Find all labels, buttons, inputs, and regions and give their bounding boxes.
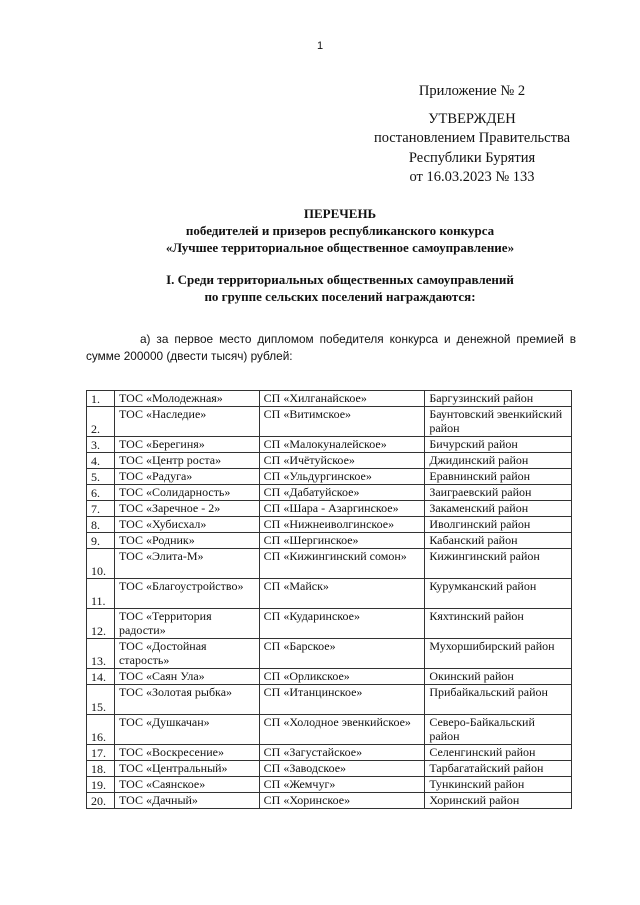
district-name: Закаменский район [425, 501, 572, 517]
row-number: 10. [87, 549, 115, 579]
settlement-name: СП «Дабатуйское» [259, 485, 425, 501]
table-row [87, 501, 572, 517]
title-line-1: победителей и призеров республиканского конкурса [185, 223, 495, 238]
table-row [87, 793, 572, 809]
row-number: 2. [87, 407, 115, 437]
district-name: Тункинский район [425, 777, 572, 793]
appendix-label: Приложение № 2 [418, 83, 526, 99]
tos-name: ТОС «Наследие» [114, 407, 259, 437]
settlement-name: СП «Хоринское» [259, 793, 425, 809]
row-number: 8. [87, 517, 115, 533]
row-number: 14. [87, 669, 115, 685]
tos-name: ТОС «Дачный» [114, 793, 259, 809]
settlement-name: СП «Ульдургинское» [259, 469, 425, 485]
section-line-2: по группе сельских поселений награждаются: [204, 289, 476, 304]
row-number: 1. [87, 391, 115, 407]
row-number: 3. [87, 437, 115, 453]
table-row [87, 639, 572, 669]
settlement-name: СП «Малокуналейское» [259, 437, 425, 453]
settlement-name: СП «Ичётуйское» [259, 453, 425, 469]
tos-name: ТОС «Саянское» [114, 777, 259, 793]
district-name: Окинский район [425, 669, 572, 685]
table-row [87, 549, 572, 579]
settlement-name: СП «Кударинское» [259, 609, 425, 639]
district-name: Прибайкальский район [425, 685, 572, 715]
district-name: Мухоршибирский район [425, 639, 572, 669]
row-number: 12. [87, 609, 115, 639]
winners-table [86, 390, 572, 809]
tos-name: ТОС «Солидарность» [114, 485, 259, 501]
district-name: Баргузинский район [425, 391, 572, 407]
row-number: 4. [87, 453, 115, 469]
tos-name: ТОС «Элита-М» [114, 549, 259, 579]
tos-name: ТОС «Молодежная» [114, 391, 259, 407]
section-heading [40, 271, 640, 305]
table-row [87, 761, 572, 777]
table-row [87, 437, 572, 453]
settlement-name: СП «Шара - Азаргинское» [259, 501, 425, 517]
district-name: Иволгинский район [425, 517, 572, 533]
row-number: 9. [87, 533, 115, 549]
tos-name: ТОС «Заречное - 2» [114, 501, 259, 517]
table-row [87, 745, 572, 761]
row-number: 11. [87, 579, 115, 609]
page-number: 1 [316, 40, 324, 52]
tos-name: ТОС «Центр роста» [114, 453, 259, 469]
district-name: Курумканский район [425, 579, 572, 609]
settlement-name: СП «Шергинское» [259, 533, 425, 549]
approval-block [352, 82, 592, 188]
title-line-2: «Лучшее территориальное общественное самоуправление» [165, 240, 515, 255]
table-row [87, 533, 572, 549]
tos-name: ТОС «Хубисхал» [114, 517, 259, 533]
approval-line-2: Республики Бурятия [408, 149, 536, 166]
row-number: 5. [87, 469, 115, 485]
tos-name: ТОС «Центральный» [114, 761, 259, 777]
table-row [87, 517, 572, 533]
table-row [87, 391, 572, 407]
district-name: Кяхтинский район [425, 609, 572, 639]
approval-line-3: от 16.03.2023 № 133 [409, 169, 535, 185]
tos-name: ТОС «Воскресение» [114, 745, 259, 761]
tos-name: ТОС «Достойная старость» [114, 639, 259, 669]
settlement-name: СП «Заводское» [259, 761, 425, 777]
document-title [40, 205, 640, 256]
settlement-name: СП «Майск» [259, 579, 425, 609]
settlement-name: СП «Хилганайское» [259, 391, 425, 407]
table-row [87, 685, 572, 715]
settlement-name: СП «Жемчуг» [259, 777, 425, 793]
settlement-name: СП «Нижнеиволгинское» [259, 517, 425, 533]
tos-name: ТОС «Душкачан» [114, 715, 259, 745]
settlement-name: СП «Итанцинское» [259, 685, 425, 715]
row-number: 17. [87, 745, 115, 761]
row-number: 18. [87, 761, 115, 777]
district-name: Еравнинский район [425, 469, 572, 485]
intro-paragraph: а) за первое место дипломом победителя конкурса и денежной премией в сумме 200000 (двести тысяч) рублей: [86, 332, 576, 363]
table-row [87, 579, 572, 609]
tos-name: ТОС «Территория радости» [114, 609, 259, 639]
district-name: Северо-Байкальский район [425, 715, 572, 745]
table-row [87, 777, 572, 793]
settlement-name: СП «Витимское» [259, 407, 425, 437]
settlement-name: СП «Орликское» [259, 669, 425, 685]
table-row [87, 715, 572, 745]
row-number: 19. [87, 777, 115, 793]
table-row [87, 485, 572, 501]
table-row [87, 669, 572, 685]
table-row [87, 407, 572, 437]
settlement-name: СП «Холодное эвенкийское» [259, 715, 425, 745]
district-name: Баунтовский эвенкийский район [425, 407, 572, 437]
district-name: Кижингинский район [425, 549, 572, 579]
approval-line-1: постановлением Правительства [373, 130, 571, 146]
district-name: Кабанский район [425, 533, 572, 549]
tos-name: ТОС «Радуга» [114, 469, 259, 485]
row-number: 20. [87, 793, 115, 809]
district-name: Хоринский район [425, 793, 572, 809]
tos-name: ТОС «Родник» [114, 533, 259, 549]
district-name: Бичурский район [425, 437, 572, 453]
row-number: 16. [87, 715, 115, 745]
approved-label: УТВЕРЖДЕН [428, 110, 516, 127]
tos-name: ТОС «Золотая рыбка» [114, 685, 259, 715]
row-number: 13. [87, 639, 115, 669]
district-name: Селенгинский район [425, 745, 572, 761]
tos-name: ТОС «Берегиня» [114, 437, 259, 453]
district-name: Заиграевский район [425, 485, 572, 501]
tos-name: ТОС «Благоустройство» [114, 579, 259, 609]
district-name: Тарбагатайский район [425, 761, 572, 777]
district-name: Джидинский район [425, 453, 572, 469]
settlement-name: СП «Кижингинский сомон» [259, 549, 425, 579]
row-number: 6. [87, 485, 115, 501]
table-row [87, 453, 572, 469]
tos-name: ТОС «Саян Ула» [114, 669, 259, 685]
table-row [87, 469, 572, 485]
settlement-name: СП «Барское» [259, 639, 425, 669]
row-number: 15. [87, 685, 115, 715]
table-row [87, 609, 572, 639]
row-number: 7. [87, 501, 115, 517]
title-heading: ПЕРЕЧЕНЬ [303, 206, 377, 221]
section-line-1: I. Среди территориальных общественных самоуправлений [166, 272, 514, 287]
settlement-name: СП «Загустайское» [259, 745, 425, 761]
